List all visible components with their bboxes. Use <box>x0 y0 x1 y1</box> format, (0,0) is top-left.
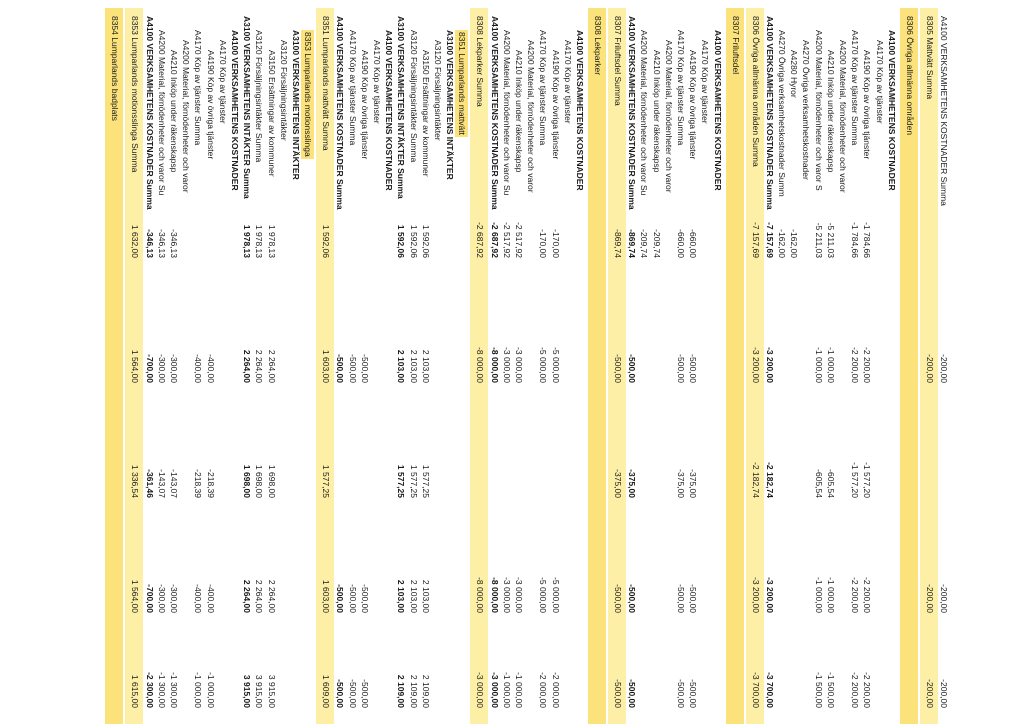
amount-cell: 3 915,00 <box>242 674 253 708</box>
section-summary-band <box>588 8 606 724</box>
amount-cell: -3 200,00 <box>764 347 775 383</box>
row-label: A4190 Köp av övriga tjänster <box>688 50 699 160</box>
table-row <box>698 8 711 724</box>
amount-cell: 1 603,00 <box>321 349 332 383</box>
row-label: A4200 Material, förnödenheter och varor S <box>813 30 824 191</box>
amount-cell: -8 000,00 <box>489 577 500 613</box>
amount-cell: -346,13 <box>144 229 155 258</box>
row-label: A4170 Köp av tjänster <box>217 40 228 124</box>
amount-cell: -3 000,00 <box>501 577 512 613</box>
row-label: 8351 Lumparlands mattvätt Summa <box>321 16 332 151</box>
table-row <box>812 8 825 724</box>
row-label: A4190 Köp av övriga tjänster <box>205 50 216 160</box>
amount-cell: -5 211,03 <box>813 222 824 258</box>
amount-cell: 1 577,25 <box>420 464 431 498</box>
row-label: A3120 Försäljningsintäkter Summa <box>254 30 265 163</box>
amount-cell: -500,00 <box>335 354 346 383</box>
table-row <box>240 8 253 724</box>
amount-cell: 1 592,06 <box>321 224 332 258</box>
amount-cell: -3 700,00 <box>750 672 761 708</box>
row-label: A4190 Köp av övriga tjänster <box>359 50 370 160</box>
amount-cell: -200,00 <box>939 679 949 708</box>
section-summary-band <box>726 8 744 724</box>
table-row <box>637 8 650 724</box>
amount-cell: -500,00 <box>347 679 358 708</box>
amount-cell: -1 000,00 <box>825 577 836 613</box>
amount-cell: 1 978,13 <box>242 224 253 258</box>
amount-cell: -2 000,00 <box>538 672 549 708</box>
row-label: A3150 Ersättningar av kommuner <box>266 50 277 177</box>
amount-cell: -3 200,00 <box>750 577 761 613</box>
amount-cell: 2 264,00 <box>266 349 277 383</box>
table-row <box>500 8 513 724</box>
row-label: A4200 Material, förnödenheter och varor Su <box>639 30 650 196</box>
row-label: 8353 Lumparlands motionsslinga Summa <box>130 16 141 173</box>
row-label: A4210 Inköp under räkenskapsp <box>169 50 179 173</box>
table-row <box>824 8 837 724</box>
table-row <box>228 8 241 724</box>
amount-cell: -2 200,00 <box>850 577 861 613</box>
amount-cell: -1 500,00 <box>813 672 824 708</box>
table-row <box>711 8 724 724</box>
amount-cell: 1 592,06 <box>396 224 407 258</box>
amount-cell: -8 000,00 <box>489 347 500 383</box>
amount-cell: -1 784,66 <box>850 222 861 258</box>
amount-cell: -375,00 <box>627 469 638 498</box>
amount-cell: -660,00 <box>676 229 686 258</box>
section-summary-band <box>608 8 626 724</box>
row-label: 8351 Lumparlands mattvätt <box>457 32 468 136</box>
table-row <box>836 8 849 724</box>
row-label: A4170 Köp av tjänster Summa <box>347 30 358 146</box>
amount-cell: -500,00 <box>613 354 623 383</box>
row-label: A4190 Köp av övriga tjänster <box>862 50 873 160</box>
amount-cell: -5 211,03 <box>825 222 836 258</box>
amount-cell: -300,00 <box>169 354 179 383</box>
row-label: A3100 VERKSAMHETENS INTÄKTER <box>291 30 301 180</box>
table-row <box>394 8 407 724</box>
row-label: A4210 Inköp under räkenskapsp <box>651 50 662 173</box>
amount-cell: -2 182,74 <box>764 462 775 498</box>
table-row <box>512 8 525 724</box>
row-label: A3150 Ersättningar av kommuner <box>420 50 431 177</box>
amount-cell: 3 915,00 <box>254 674 265 708</box>
row-label: A4100 VERKSAMHETENS KOSTNADER <box>886 30 897 191</box>
row-label: A4170 Köp av tjänster Summa <box>676 30 686 146</box>
amount-cell: -500,00 <box>335 584 346 613</box>
table-row <box>265 8 278 724</box>
amount-cell: -2 000,00 <box>550 672 561 708</box>
table-row <box>358 8 371 724</box>
table-row <box>346 8 359 724</box>
amount-cell: -400,00 <box>205 584 216 613</box>
amount-cell: 2 103,00 <box>420 349 431 383</box>
amount-cell: -375,00 <box>676 469 686 498</box>
row-label: A4270 Övriga verksamhetskostnader Summ <box>777 30 787 197</box>
amount-cell: 1 698,00 <box>242 464 253 498</box>
row-label: A4170 Köp av tjänster <box>700 40 711 124</box>
row-label: A4270 Övriga verksamhetskostnader <box>801 40 812 180</box>
table-row <box>549 8 562 724</box>
table-row <box>443 8 456 724</box>
table-row <box>561 8 574 724</box>
table-row <box>179 8 192 724</box>
amount-cell: -500,00 <box>676 584 686 613</box>
amount-cell: 1 615,00 <box>130 674 141 708</box>
amount-cell: -500,00 <box>359 354 370 383</box>
table-row <box>407 8 420 724</box>
amount-cell: -1 500,00 <box>825 672 836 708</box>
amount-cell: 1 603,00 <box>321 579 332 613</box>
table-row <box>216 8 229 724</box>
amount-cell: -200,00 <box>924 354 935 383</box>
row-label: 8306 Övriga allmänna områden Summa <box>750 16 761 167</box>
amount-cell: -700,00 <box>144 584 155 613</box>
row-label: 8306 Övriga allmänna områden <box>904 16 915 136</box>
table-row <box>873 8 886 724</box>
amount-cell: -500,00 <box>347 584 358 613</box>
row-label: A4170 Köp av tjänster Summa <box>850 30 861 146</box>
amount-cell: -400,00 <box>193 584 204 613</box>
amount-cell: -2 200,00 <box>850 347 861 383</box>
amount-cell: 2 264,00 <box>254 349 265 383</box>
amount-cell: -500,00 <box>347 354 358 383</box>
table-row <box>848 8 861 724</box>
table-row <box>143 8 156 724</box>
amount-cell: 2 103,00 <box>396 349 407 383</box>
amount-cell: -8 000,00 <box>475 347 486 383</box>
row-label: A4210 Inköp under räkenskapsp <box>514 50 524 173</box>
amount-cell: -162,00 <box>789 229 800 258</box>
amount-cell: -375,00 <box>613 469 623 498</box>
table-row <box>662 8 675 724</box>
amount-cell: -605,54 <box>813 469 824 498</box>
amount-cell: -1 000,00 <box>501 672 512 708</box>
row-label: A4100 VERKSAMHETENS KOSTNADER Summa <box>335 16 346 210</box>
row-label: A3120 Försäljningsintäkter Summa <box>408 30 419 163</box>
table-row <box>524 8 537 724</box>
row-label: A4190 Köp av övriga tjänster <box>550 50 561 160</box>
amount-cell: -143,07 <box>156 469 167 498</box>
row-label: 8354 Lumparlands badplats <box>110 16 121 121</box>
amount-cell: -700,00 <box>144 354 155 383</box>
row-label: A4200 Material, förnödenheter och varor <box>181 40 192 193</box>
amount-cell: 2 103,00 <box>408 349 419 383</box>
amount-cell: -200,00 <box>924 584 935 613</box>
amount-cell: -500,00 <box>335 679 346 708</box>
amount-cell: -2 517,92 <box>514 222 524 258</box>
amount-cell: -500,00 <box>627 354 638 383</box>
amount-cell: -400,00 <box>193 354 204 383</box>
amount-cell: -5 000,00 <box>550 347 561 383</box>
amount-cell: -5 000,00 <box>538 577 549 613</box>
amount-cell: -143,07 <box>169 469 179 498</box>
amount-cell: -500,00 <box>676 679 686 708</box>
amount-cell: -346,13 <box>169 229 179 258</box>
amount-cell: -500,00 <box>613 679 623 708</box>
row-label: A4100 VERKSAMHETENS KOSTNADER Summa <box>627 16 638 210</box>
table-row <box>787 8 800 724</box>
amount-cell: -1 784,66 <box>862 222 873 258</box>
amount-cell: 1 577,25 <box>321 464 332 498</box>
row-label: A4100 VERKSAMHETENS KOSTNADER <box>384 30 395 191</box>
amount-cell: 1 592,06 <box>420 224 431 258</box>
section-summary-band <box>125 8 143 724</box>
amount-cell: -7 157,69 <box>764 222 775 258</box>
amount-cell: 2 103,00 <box>408 579 419 613</box>
section-summary-band <box>920 8 938 724</box>
row-label: A4200 Material, förnödenheter och varor <box>663 40 674 193</box>
amount-cell: -200,00 <box>939 584 949 613</box>
table-row <box>763 8 776 724</box>
amount-cell: -2 200,00 <box>850 672 861 708</box>
amount-cell: -3 700,00 <box>764 672 775 708</box>
table-row <box>686 8 699 724</box>
amount-cell: -300,00 <box>169 584 179 613</box>
amount-cell: -300,00 <box>156 584 167 613</box>
row-label: A4100 VERKSAMHETENS KOSTNADER <box>575 30 585 191</box>
amount-cell: -2 182,74 <box>750 462 761 498</box>
row-label: A4170 Köp av tjänster <box>874 40 885 124</box>
table-row <box>155 8 168 724</box>
amount-cell: -1 000,00 <box>813 577 824 613</box>
table-row <box>252 8 265 724</box>
amount-cell: -3 200,00 <box>750 347 761 383</box>
table-row <box>431 8 444 724</box>
amount-cell: -2 687,92 <box>489 222 500 258</box>
table-row <box>885 8 898 724</box>
row-label: 8307 Friluftsdel Summa <box>613 16 623 106</box>
amount-cell: -500,00 <box>688 679 699 708</box>
amount-cell: 1 698,00 <box>266 464 277 498</box>
amount-cell: 1 592,06 <box>408 224 419 258</box>
amount-cell: 1 336,54 <box>130 464 141 498</box>
amount-cell: -1 300,00 <box>156 672 167 708</box>
amount-cell: -200,00 <box>924 679 935 708</box>
amount-cell: 2 109,00 <box>396 674 407 708</box>
amount-cell: -3 000,00 <box>514 577 524 613</box>
amount-cell: -2 200,00 <box>862 672 873 708</box>
section-summary-band <box>316 8 334 724</box>
row-label: A4100 VERKSAMHETENS KOSTNADER Summa <box>144 16 155 210</box>
row-label: A4170 Köp av tjänster Summa <box>538 30 549 146</box>
amount-cell: -218,39 <box>205 469 216 498</box>
amount-cell: -1 577,20 <box>850 462 861 498</box>
amount-cell: -375,00 <box>688 469 699 498</box>
amount-cell: 1 978,13 <box>266 224 277 258</box>
amount-cell: 1 632,00 <box>130 224 141 258</box>
row-label: A4100 VERKSAMHETENS KOSTNADER Summa <box>939 16 949 206</box>
amount-cell: -500,00 <box>627 584 638 613</box>
amount-cell: -1 000,00 <box>205 672 216 708</box>
amount-cell: -2 687,92 <box>475 222 486 258</box>
row-label: A4170 Köp av tjänster Summa <box>193 30 204 146</box>
amount-cell: -3 000,00 <box>475 672 486 708</box>
amount-cell: -2 517,92 <box>501 222 512 258</box>
table-row <box>382 8 395 724</box>
amount-cell: -5 000,00 <box>538 347 549 383</box>
table-row <box>204 8 217 724</box>
row-label: 8308 Lekparker Summa <box>475 16 486 107</box>
amount-cell: -500,00 <box>627 679 638 708</box>
row-label: A3100 VERKSAMHETENS INTÄKTER Summa <box>242 16 253 199</box>
amount-cell: -1 000,00 <box>193 672 204 708</box>
amount-cell: 2 103,00 <box>396 579 407 613</box>
amount-cell: -869,74 <box>613 229 623 258</box>
row-label: 8305 Mattvätt Summa <box>924 16 935 100</box>
table-row <box>191 8 204 724</box>
amount-cell: -500,00 <box>688 584 699 613</box>
amount-cell: -1 300,00 <box>169 672 179 708</box>
row-label: 8307 Friluftsdel <box>730 16 741 75</box>
amount-cell: 1 577,25 <box>396 464 407 498</box>
amount-cell: -170,00 <box>550 229 561 258</box>
amount-cell: -3 200,00 <box>764 577 775 613</box>
amount-cell: -346,13 <box>156 229 167 258</box>
amount-cell: -605,54 <box>825 469 836 498</box>
amount-cell: -869,74 <box>627 229 638 258</box>
row-label: A3120 Försäljningsintäkter <box>433 40 443 141</box>
amount-cell: -3 000,00 <box>501 347 512 383</box>
table-row <box>277 8 290 724</box>
amount-cell: -209,74 <box>639 229 650 258</box>
amount-cell: -500,00 <box>613 584 623 613</box>
table-row <box>488 8 501 724</box>
row-label: A4280 Hyror <box>789 50 800 98</box>
row-label: A4170 Köp av tjänster <box>562 40 573 124</box>
table-row <box>573 8 586 724</box>
row-label: A3100 VERKSAMHETENS INTÄKTER Summa <box>396 16 407 199</box>
row-label: A4100 VERKSAMHETENS KOSTNADER <box>230 30 240 191</box>
row-label: A4100 VERKSAMHETENS KOSTNADER Summa <box>764 16 775 210</box>
table-row <box>167 8 180 724</box>
amount-cell: -7 157,69 <box>750 222 761 258</box>
amount-cell: -1 577,20 <box>862 462 873 498</box>
amount-cell: -2 200,00 <box>862 347 873 383</box>
row-label: A4210 Inköp under räkenskapsp <box>825 50 836 173</box>
row-label: A4200 Material, förnödenheter och varor <box>838 40 848 193</box>
table-row <box>799 8 812 724</box>
amount-cell: 2 264,00 <box>254 579 265 613</box>
amount-cell: -218,39 <box>193 469 204 498</box>
amount-cell: -500,00 <box>359 679 370 708</box>
table-row <box>625 8 638 724</box>
amount-cell: 2 109,00 <box>420 674 431 708</box>
amount-cell: -660,00 <box>688 229 699 258</box>
amount-cell: -2 200,00 <box>862 577 873 613</box>
table-row <box>775 8 788 724</box>
amount-cell: -2 300,00 <box>144 672 155 708</box>
row-label: 8308 Lekparker <box>593 16 603 76</box>
row-label: A4170 Köp av tjänster <box>372 40 382 124</box>
table-row <box>370 8 383 724</box>
row-label: A4200 Material, förnödenheter och varor Su <box>501 30 512 196</box>
amount-cell: 2 264,00 <box>242 349 253 383</box>
amount-cell: -162,00 <box>777 229 787 258</box>
amount-cell: 1 564,00 <box>130 579 141 613</box>
row-label: A4100 VERKSAMHETENS KOSTNADER Summa <box>489 16 500 210</box>
row-label: A4100 VERKSAMHETENS KOSTNADER <box>712 30 723 191</box>
table-row <box>860 8 873 724</box>
amount-cell: -3 000,00 <box>514 347 524 383</box>
amount-cell: -200,00 <box>939 354 949 383</box>
row-label: A3100 VERKSAMHETENS INTÄKTER <box>445 30 456 180</box>
table-row <box>301 8 314 724</box>
amount-cell: -500,00 <box>688 354 699 383</box>
budget-table-page <box>0 8 1010 724</box>
amount-cell: 2 103,00 <box>420 579 431 613</box>
amount-cell: -209,74 <box>651 229 662 258</box>
amount-cell: -500,00 <box>359 584 370 613</box>
amount-cell: -3 000,00 <box>489 672 500 708</box>
amount-cell: -300,00 <box>156 354 167 383</box>
amount-cell: -1 000,00 <box>825 347 836 383</box>
amount-cell: -8 000,00 <box>475 577 486 613</box>
amount-cell: 1 609,00 <box>321 674 332 708</box>
section-summary-band <box>900 8 918 724</box>
table-row <box>289 8 302 724</box>
amount-cell: 1 577,25 <box>408 464 419 498</box>
amount-cell: 1 978,13 <box>254 224 265 258</box>
row-label: A4200 Material, förnödenheter och varor Su <box>156 30 167 196</box>
table-row <box>333 8 346 724</box>
table-row <box>650 8 663 724</box>
amount-cell: -1 000,00 <box>813 347 824 383</box>
amount-cell: -170,00 <box>538 229 549 258</box>
row-label: A4200 Material, förnödenheter och varor <box>526 40 537 193</box>
amount-cell: -1 000,00 <box>514 672 524 708</box>
table-row <box>536 8 549 724</box>
amount-cell: 1 564,00 <box>130 349 141 383</box>
amount-cell: 1 698,00 <box>254 464 265 498</box>
amount-cell: -361,46 <box>144 469 155 498</box>
table-row <box>455 8 468 724</box>
section-summary-band <box>746 8 764 724</box>
row-label: A3120 Försäljningsintäkter <box>278 40 289 141</box>
section-summary-band <box>470 8 488 724</box>
table-row <box>937 8 950 724</box>
amount-cell: 2 264,00 <box>266 579 277 613</box>
amount-cell: -400,00 <box>205 354 216 383</box>
amount-cell: 2 109,00 <box>408 674 419 708</box>
row-label: 8353 Lumparlands motionsslinga <box>303 32 314 157</box>
table-row <box>419 8 432 724</box>
amount-cell: -500,00 <box>676 354 686 383</box>
amount-cell: 2 264,00 <box>242 579 253 613</box>
amount-cell: 3 915,00 <box>266 674 277 708</box>
amount-cell: -5 000,00 <box>550 577 561 613</box>
section-summary-band <box>105 8 123 724</box>
table-row <box>674 8 687 724</box>
